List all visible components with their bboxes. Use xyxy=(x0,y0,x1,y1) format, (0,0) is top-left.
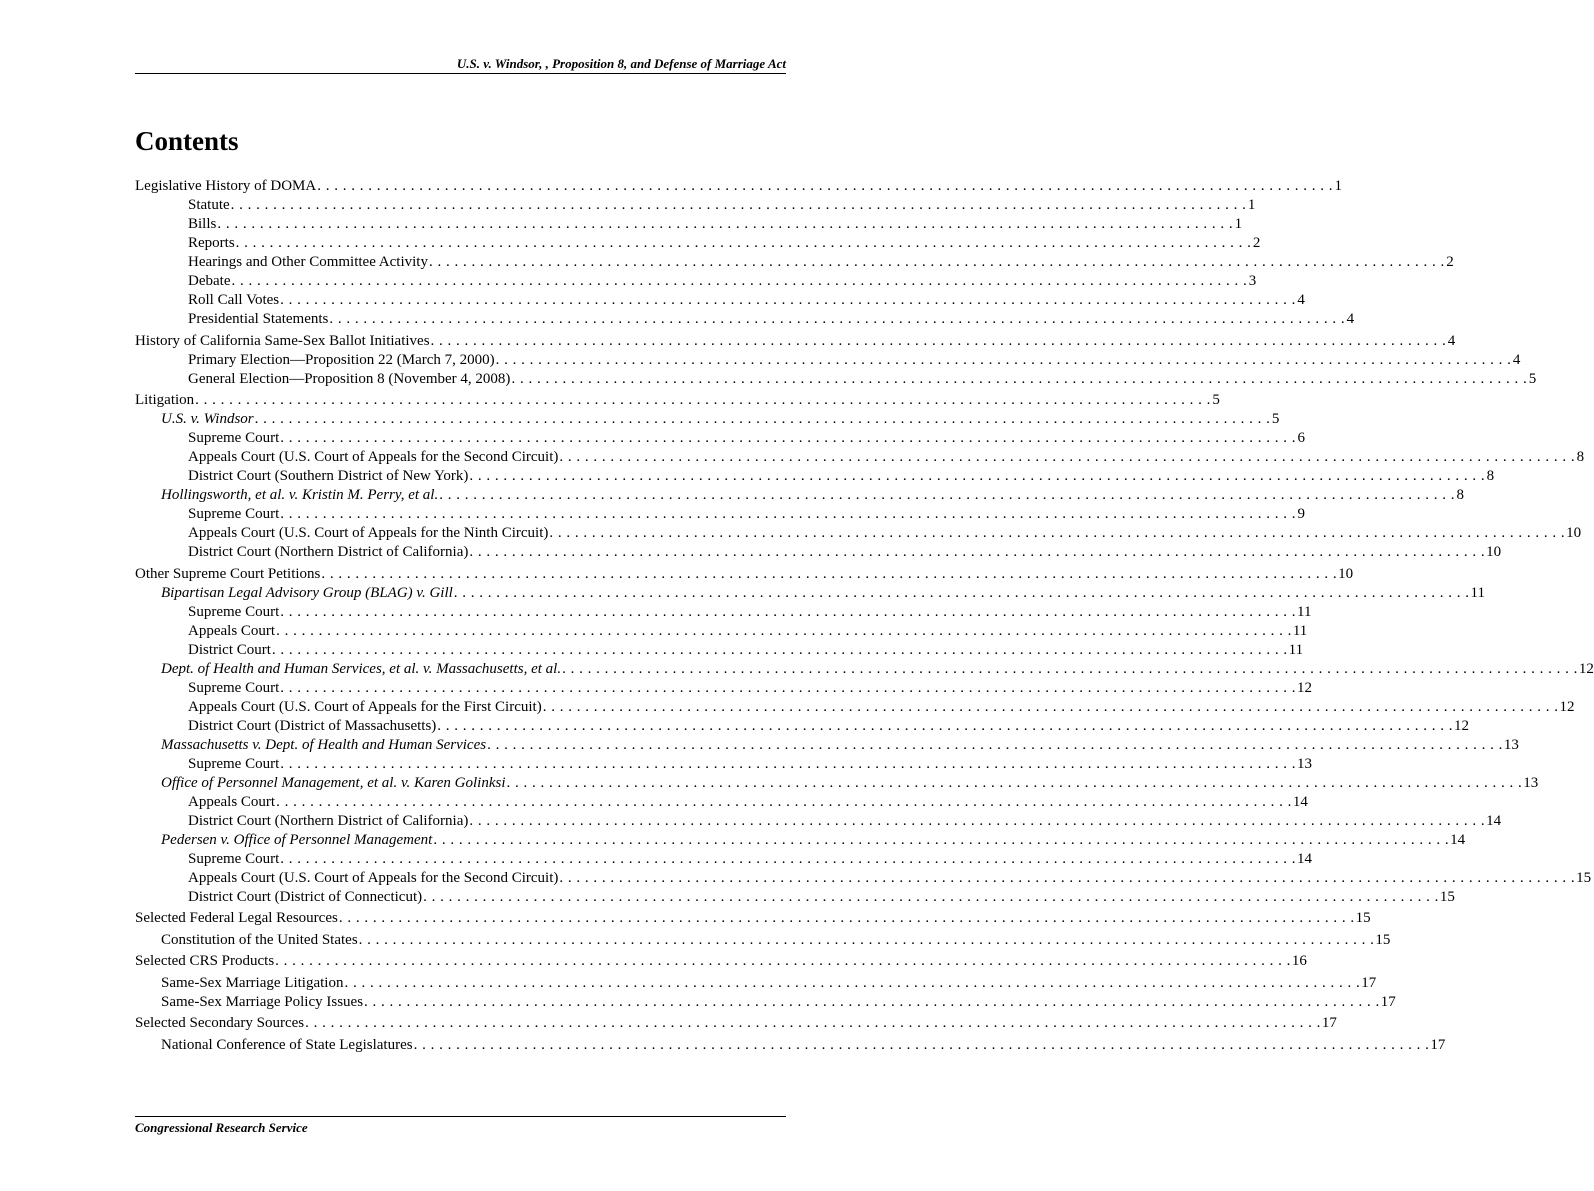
toc-leader-dots: . . . . . . . . . . . . . . . . . . . . . . . . . . . . . . . . . . . . . . . . . . . . . . . . . . . . . . . . . . . . . . . . . . . . . . . . . . . . . . . . . . . . . . . . . . . . . . . . . . . . . . . . . . . . . . . . . . . . . . . . xyxy=(506,774,1523,791)
toc-entry-page: 15 xyxy=(1576,869,1592,886)
toc-entry[interactable] xyxy=(135,774,1539,793)
toc-leader-dots: . . . . . . . . . . . . . . . . . . . . . . . . . . . . . . . . . . . . . . . . . . . . . . . . . . . . . . . . . . . . . . . . . . . . . . . . . . . . . . . . . . . . . . . . . . . . . . . . . . . . . . . . . . . . . . . . . . . . . . . . xyxy=(437,717,1454,734)
toc-entry[interactable] xyxy=(135,1036,1446,1055)
toc-leader-dots: . . . . . . . . . . . . . . . . . . . . . . . . . . . . . . . . . . . . . . . . . . . . . . . . . . . . . . . . . . . . . . . . . . . . . . . . . . . . . . . . . . . . . . . . . . . . . . . . . . . . . . . . . . . . . . . . . . . . . . . . xyxy=(230,197,1247,213)
toc-entry-page: 15 xyxy=(1439,888,1455,905)
toc-entry[interactable] xyxy=(135,660,1594,679)
toc-entry-title: District Court (District of Massachusetts) xyxy=(188,717,437,734)
toc-entry[interactable] xyxy=(135,467,1495,486)
toc-leader-dots: . . . . . . . . . . . . . . . . . . . . . . . . . . . . . . . . . . . . . . . . . . . . . . . . . . . . . . . . . . . . . . . . . . . . . . . . . . . . . . . . . . . . . . . . . . . . . . . . . . . . . . . . . . . . . . . . . . . . . . . . xyxy=(364,993,1380,1010)
toc-entry-page: 14 xyxy=(1450,831,1466,848)
toc-entry[interactable] xyxy=(135,291,1305,310)
toc-entry-title: Litigation xyxy=(135,392,195,408)
toc-entry-page: 8 xyxy=(1456,487,1464,503)
toc-entry-title: Office of Personnel Management, et al. v. Karen Golinksi xyxy=(161,774,506,791)
toc-entry[interactable] xyxy=(135,641,1304,660)
toc-entry[interactable] xyxy=(135,974,1377,993)
toc-leader-dots: . . . . . . . . . . . . . . . . . . . . . . . . . . . . . . . . . . . . . . . . . . . . . . . . . . . . . . . . . . . . . . . . . . . . . . . . . . . . . . . . . . . . . . . . . . . . . . . . . . . . . . . . . . . . . . . . . . . . . . . . xyxy=(280,603,1296,620)
toc-leader-dots: . . . . . . . . . . . . . . . . . . . . . . . . . . . . . . . . . . . . . . . . . . . . . . . . . . . . . . . . . . . . . . . . . . . . . . . . . . . . . . . . . . . . . . . . . . . . . . . . . . . . . . . . . . . . . . . . . . . . . . . . xyxy=(358,931,1375,948)
toc-entry-page: 11 xyxy=(1470,584,1485,601)
toc-leader-dots: . . . . . . . . . . . . . . . . . . . . . . . . . . . . . . . . . . . . . . . . . . . . . . . . . . . . . . . . . . . . . . . . . . . . . . . . . . . . . . . . . . . . . . . . . . . . . . . . . . . . . . . . . . . . . . . . . . . . . . . . xyxy=(495,351,1512,368)
toc-entry[interactable] xyxy=(135,698,1575,717)
toc-entry-page: 14 xyxy=(1292,793,1308,810)
footer-rule xyxy=(135,1116,786,1117)
toc-leader-dots: . . . . . . . . . . . . . . . . . . . . . . . . . . . . . . . . . . . . . . . . . . . . . . . . . . . . . . . . . . . . . . . . . . . . . . . . . . . . . . . . . . . . . . . . . . . . . . . . . . . . . . . . . . . . . . . . . . . . . . . . xyxy=(511,370,1528,387)
toc-entry-title: District Court (Southern District of New York) xyxy=(188,468,469,484)
toc-entry-page: 13 xyxy=(1503,736,1519,753)
toc-entry-page: 1 xyxy=(1247,197,1256,213)
toc-leader-dots: . . . . . . . . . . . . . . . . . . . . . . . . . . . . . . . . . . . . . . . . . . . . . . . . . . . . . . . . . . . . . . . . . . . . . . . . . . . . . . . . . . . . . . . . . . . . . . . . . . . . . . . . . . . . . . . . . . . . . . . . xyxy=(413,1036,1430,1053)
toc-entry[interactable] xyxy=(135,755,1312,774)
toc-entry-page: 12 xyxy=(1559,698,1575,715)
toc-leader-dots: . . . . . . . . . . . . . . . . . . . . . . . . . . . . . . . . . . . . . . . . . . . . . . . . . . . . . . . . . . . . . . . . . . . . . . . . . . . . . . . . . . . . . . . . . . . . . . . . . . . . . . . . . . . . . . . . . . . . . . . . xyxy=(549,525,1566,541)
toc-leader-dots: . . . . . . . . . . . . . . . . . . . . . . . . . . . . . . . . . . . . . . . . . . . . . . . . . . . . . . . . . . . . . . . . . . . . . . . . . . . . . . . . . . . . . . . . . . . . . . . . . . . . . . . . . . . . . . . . . . . . . . . . xyxy=(254,411,1271,427)
toc-leader-dots: . . . . . . . . . . . . . . . . . . . . . . . . . . . . . . . . . . . . . . . . . . . . . . . . . . . . . . . . . . . . . . . . . . . . . . . . . . . . . . . . . . . . . . . . . . . . . . . . . . . . . . . . . . . . . . . . . . . . . . . . xyxy=(423,888,1439,905)
toc-entry-page: 8 xyxy=(1576,449,1585,465)
toc-entry-title: Appeals Court (U.S. Court of Appeals for the First Circuit) xyxy=(188,698,542,715)
toc-entry-title: Supreme Court xyxy=(188,430,280,446)
toc-entry[interactable] xyxy=(135,869,1592,888)
toc-entry-page: 4 xyxy=(1346,311,1355,327)
toc-entry-page: 2 xyxy=(1446,254,1454,270)
toc-entry[interactable] xyxy=(135,993,1396,1012)
toc-entry-page: 5 xyxy=(1212,392,1220,408)
toc-leader-dots: . . . . . . . . . . . . . . . . . . . . . . . . . . . . . . . . . . . . . . . . . . . . . . . . . . . . . . . . . . . . . . . . . . . . . . . . . . . . . . . . . . . . . . . . . . . . . . . . . . . . . . . . . . . . . . . . . . . . . . . . xyxy=(428,254,1445,270)
toc-entry-title: Debate xyxy=(188,273,231,289)
toc-entry-title: Dept. of Health and Human Services, et al. v. Massachusetts, et al. xyxy=(161,660,562,677)
toc-entry-title: History of California Same-Sex Ballot Initiatives xyxy=(135,332,430,349)
toc-entry-page: 12 xyxy=(1297,679,1312,696)
toc-entry[interactable] xyxy=(135,524,1582,543)
toc-entry[interactable] xyxy=(135,272,1257,291)
toc-entry-page: 11 xyxy=(1292,622,1308,639)
toc-entry[interactable] xyxy=(135,310,1355,329)
toc-entry-page: 8 xyxy=(1486,468,1495,484)
running-header: U.S. v. Windsor, , Proposition 8, and Defense of Marriage Act xyxy=(456,56,786,71)
toc-leader-dots: . . . . . . . . . . . . . . . . . . . . . . . . . . . . . . . . . . . . . . . . . . . . . . . . . . . . . . . . . . . . . . . . . . . . . . . . . . . . . . . . . . . . . . . . . . . . . . . . . . . . . . . . . . . . . . . . . . . . . . . . xyxy=(559,869,1576,886)
toc-entry-title: Statute xyxy=(188,197,230,213)
toc-leader-dots: . . . . . . . . . . . . . . . . . . . . . . . . . . . . . . . . . . . . . . . . . . . . . . . . . . . . . . . . . . . . . . . . . . . . . . . . . . . . . . . . . . . . . . . . . . . . . . . . . . . . . . . . . . . . . . . . . . . . . . . . xyxy=(276,622,1292,639)
toc-entry[interactable] xyxy=(135,429,1305,448)
toc-leader-dots: . . . . . . . . . . . . . . . . . . . . . . . . . . . . . . . . . . . . . . . . . . . . . . . . . . . . . . . . . . . . . . . . . . . . . . . . . . . . . . . . . . . . . . . . . . . . . . . . . . . . . . . . . . . . . . . . . . . . . . . . xyxy=(276,793,1292,810)
toc-entry[interactable] xyxy=(135,622,1308,641)
toc-entry[interactable] xyxy=(135,584,1485,603)
toc-entry-title: Primary Election—Proposition 22 (March 7, 2000) xyxy=(188,351,495,368)
toc-leader-dots: . . . . . . . . . . . . . . . . . . . . . . . . . . . . . . . . . . . . . . . . . . . . . . . . . . . . . . . . . . . . . . . . . . . . . . . . . . . . . . . . . . . . . . . . . . . . . . . . . . . . . . . . . . . . . . . . . . . . . . . . xyxy=(469,544,1486,560)
toc-entry-page: 11 xyxy=(1297,603,1312,620)
toc-entry[interactable] xyxy=(135,909,1371,928)
toc-entry-page: 11 xyxy=(1288,641,1304,658)
toc-leader-dots: . . . . . . . . . . . . . . . . . . . . . . . . . . . . . . . . . . . . . . . . . . . . . . . . . . . . . . . . . . . . . . . . . . . . . . . . . . . . . . . . . . . . . . . . . . . . . . . . . . . . . . . . . . . . . . . . . . . . . . . . xyxy=(217,216,1234,232)
toc-entry-title: Supreme Court xyxy=(188,679,280,696)
toc-entry-title: Roll Call Votes xyxy=(188,292,280,308)
toc-entry[interactable] xyxy=(135,565,1354,584)
toc-entry[interactable] xyxy=(135,952,1307,971)
toc-leader-dots: . . . . . . . . . . . . . . . . . . . . . . . . . . . . . . . . . . . . . . . . . . . . . . . . . . . . . . . . . . . . . . . . . . . . . . . . . . . . . . . . . . . . . . . . . . . . . . . . . . . . . . . . . . . . . . . . . . . . . . . . xyxy=(469,812,1486,829)
toc-entry-page: 10 xyxy=(1566,525,1582,541)
toc-entry[interactable] xyxy=(135,1014,1337,1033)
toc-entry-title: General Election—Proposition 8 (November 4, 2008) xyxy=(188,370,511,387)
toc-entry-title: Same-Sex Marriage Litigation xyxy=(161,974,344,991)
toc-entry-title: Supreme Court xyxy=(188,506,280,522)
toc-entry-title: District Court (District of Connecticut) xyxy=(188,888,423,905)
toc-entry-title: Pedersen v. Office of Personnel Management xyxy=(161,831,433,848)
toc-leader-dots: . . . . . . . . . . . . . . . . . . . . . . . . . . . . . . . . . . . . . . . . . . . . . . . . . . . . . . . . . . . . . . . . . . . . . . . . . . . . . . . . . . . . . . . . . . . . . . . . . . . . . . . . . . . . . . . . . . . . . . . . xyxy=(439,487,1455,503)
toc-leader-dots: . . . . . . . . . . . . . . . . . . . . . . . . . . . . . . . . . . . . . . . . . . . . . . . . . . . . . . . . . . . . . . . . . . . . . . . . . . . . . . . . . . . . . . . . . . . . . . . . . . . . . . . . . . . . . . . . . . . . . . . . xyxy=(280,430,1296,446)
toc-entry-page: 5 xyxy=(1271,411,1280,427)
toc-leader-dots: . . . . . . . . . . . . . . . . . . . . . . . . . . . . . . . . . . . . . . . . . . . . . . . . . . . . . . . . . . . . . . . . . . . . . . . . . . . . . . . . . . . . . . . . . . . . . . . . . . . . . . . . . . . . . . . . . . . . . . . . xyxy=(280,850,1296,867)
toc-entry-page: 17 xyxy=(1361,974,1377,991)
toc-entry-page: 1 xyxy=(1234,216,1243,232)
toc-leader-dots: . . . . . . . . . . . . . . . . . . . . . . . . . . . . . . . . . . . . . . . . . . . . . . . . . . . . . . . . . . . . . . . . . . . . . . . . . . . . . . . . . . . . . . . . . . . . . . . . . . . . . . . . . . . . . . . . . . . . . . . . xyxy=(559,449,1576,465)
toc-entry[interactable] xyxy=(135,850,1312,869)
toc-entry-title: Appeals Court xyxy=(188,622,276,639)
toc-entry-page: 13 xyxy=(1523,774,1539,791)
toc-leader-dots: . . . . . . . . . . . . . . . . . . . . . . . . . . . . . . . . . . . . . . . . . . . . . . . . . . . . . . . . . . . . . . . . . . . . . . . . . . . . . . . . . . . . . . . . . . . . . . . . . . . . . . . . . . . . . . . . . . . . . . . . xyxy=(280,506,1296,522)
toc-entry-page: 17 xyxy=(1430,1036,1446,1053)
toc-entry-title: Same-Sex Marriage Policy Issues xyxy=(161,993,364,1010)
toc-entry-title: District Court (Northern District of California) xyxy=(188,544,469,560)
toc-entry[interactable] xyxy=(135,603,1312,622)
toc-entry[interactable] xyxy=(135,391,1220,410)
toc-leader-dots: . . . . . . . . . . . . . . . . . . . . . . . . . . . . . . . . . . . . . . . . . . . . . . . . . . . . . . . . . . . . . . . . . . . . . . . . . . . . . . . . . . . . . . . . . . . . . . . . . . . . . . . . . . . . . . . . . . . . . . . . xyxy=(280,755,1296,772)
toc-entry-page: 12 xyxy=(1578,660,1594,677)
toc-entry[interactable] xyxy=(135,812,1502,831)
toc-entry[interactable] xyxy=(135,505,1305,524)
toc-entry-page: 2 xyxy=(1252,235,1261,251)
toc-entry[interactable] xyxy=(135,831,1466,850)
toc-entry-title: National Conference of State Legislatures xyxy=(161,1036,413,1053)
toc-entry-page: 10 xyxy=(1338,565,1354,582)
toc-leader-dots: . . . . . . . . . . . . . . . . . . . . . . . . . . . . . . . . . . . . . . . . . . . . . . . . . . . . . . . . . . . . . . . . . . . . . . . . . . . . . . . . . . . . . . . . . . . . . . . . . . . . . . . . . . . . . . . . . . . . . . . . xyxy=(275,953,1291,969)
toc-leader-dots: . . . . . . . . . . . . . . . . . . . . . . . . . . . . . . . . . . . . . . . . . . . . . . . . . . . . . . . . . . . . . . . . . . . . . . . . . . . . . . . . . . . . . . . . . . . . . . . . . . . . . . . . . . . . . . . . . . . . . . . . xyxy=(562,660,1578,677)
toc-entry-title: Presidential Statements xyxy=(188,311,329,327)
toc-entry-page: 17 xyxy=(1321,1015,1337,1031)
toc-entry-page: 6 xyxy=(1297,430,1305,446)
toc-entry[interactable] xyxy=(135,736,1519,755)
toc-entry-title: Appeals Court (U.S. Court of Appeals for the Ninth Circuit) xyxy=(188,525,549,541)
toc-entry-title: Supreme Court xyxy=(188,603,280,620)
toc-entry-title: Hollingsworth, et al. v. Kristin M. Perry, et al. xyxy=(161,487,439,503)
toc-entry-page: 14 xyxy=(1297,850,1312,867)
toc-entry-title: Constitution of the United States xyxy=(161,931,358,948)
toc-entry[interactable] xyxy=(135,177,1342,196)
toc-leader-dots: . . . . . . . . . . . . . . . . . . . . . . . . . . . . . . . . . . . . . . . . . . . . . . . . . . . . . . . . . . . . . . . . . . . . . . . . . . . . . . . . . . . . . . . . . . . . . . . . . . . . . . . . . . . . . . . . . . . . . . . . xyxy=(305,1015,1321,1031)
toc-leader-dots: . . . . . . . . . . . . . . . . . . . . . . . . . . . . . . . . . . . . . . . . . . . . . . . . . . . . . . . . . . . . . . . . . . . . . . . . . . . . . . . . . . . . . . . . . . . . . . . . . . . . . . . . . . . . . . . . . . . . . . . . xyxy=(430,332,1447,349)
page-title: Contents xyxy=(135,126,239,156)
toc-entry[interactable] xyxy=(135,351,1521,370)
toc-entry-page: 13 xyxy=(1297,755,1312,772)
toc-entry-page: 1 xyxy=(1334,178,1342,194)
toc-entry-page: 17 xyxy=(1380,993,1396,1010)
toc-entry[interactable] xyxy=(135,486,1464,505)
toc-leader-dots: . . . . . . . . . . . . . . . . . . . . . . . . . . . . . . . . . . . . . . . . . . . . . . . . . . . . . . . . . . . . . . . . . . . . . . . . . . . . . . . . . . . . . . . . . . . . . . . . . . . . . . . . . . . . . . . . . . . . . . . . xyxy=(487,736,1503,753)
toc-entry[interactable] xyxy=(135,370,1537,389)
toc-entry-page: 3 xyxy=(1248,273,1257,289)
toc-entry[interactable] xyxy=(135,234,1261,253)
toc-entry[interactable] xyxy=(135,332,1456,351)
toc-leader-dots: . . . . . . . . . . . . . . . . . . . . . . . . . . . . . . . . . . . . . . . . . . . . . . . . . . . . . . . . . . . . . . . . . . . . . . . . . . . . . . . . . . . . . . . . . . . . . . . . . . . . . . . . . . . . . . . . . . . . . . . . xyxy=(542,698,1559,715)
toc-entry-title: District Court xyxy=(188,641,271,658)
toc-entry-title: Supreme Court xyxy=(188,755,280,772)
toc-leader-dots: . . . . . . . . . . . . . . . . . . . . . . . . . . . . . . . . . . . . . . . . . . . . . . . . . . . . . . . . . . . . . . . . . . . . . . . . . . . . . . . . . . . . . . . . . . . . . . . . . . . . . . . . . . . . . . . . . . . . . . . . xyxy=(235,235,1252,251)
toc-entry-title: Massachusetts v. Dept. of Health and Human Services xyxy=(161,736,487,753)
toc-leader-dots: . . . . . . . . . . . . . . . . . . . . . . . . . . . . . . . . . . . . . . . . . . . . . . . . . . . . . . . . . . . . . . . . . . . . . . . . . . . . . . . . . . . . . . . . . . . . . . . . . . . . . . . . . . . . . . . . . . . . . . . . xyxy=(271,641,1288,658)
toc-entry[interactable] xyxy=(135,448,1585,467)
toc-entry-page: 5 xyxy=(1528,370,1537,387)
toc-entry-page: 9 xyxy=(1297,506,1305,522)
toc-entry-title: Bills xyxy=(188,216,217,232)
toc-entry-title: Supreme Court xyxy=(188,850,280,867)
toc-entry[interactable] xyxy=(135,793,1308,812)
toc-entry-title: Selected Secondary Sources xyxy=(135,1015,305,1031)
toc-entry-title: Legislative History of DOMA xyxy=(135,178,317,194)
toc-entry[interactable] xyxy=(135,253,1454,272)
toc-entry[interactable] xyxy=(135,215,1243,234)
table-of-contents xyxy=(135,177,1594,1055)
toc-leader-dots: . . . . . . . . . . . . . . . . . . . . . . . . . . . . . . . . . . . . . . . . . . . . . . . . . . . . . . . . . . . . . . . . . . . . . . . . . . . . . . . . . . . . . . . . . . . . . . . . . . . . . . . . . . . . . . . . . . . . . . . . xyxy=(469,468,1486,484)
toc-entry[interactable] xyxy=(135,410,1280,429)
toc-entry-title: Selected Federal Legal Resources xyxy=(135,910,338,926)
toc-entry-title: Selected CRS Products xyxy=(135,953,275,969)
toc-entry-page: 10 xyxy=(1486,544,1502,560)
header-rule xyxy=(135,73,786,74)
toc-entry-page: 15 xyxy=(1375,931,1391,948)
toc-leader-dots: . . . . . . . . . . . . . . . . . . . . . . . . . . . . . . . . . . . . . . . . . . . . . . . . . . . . . . . . . . . . . . . . . . . . . . . . . . . . . . . . . . . . . . . . . . . . . . . . . . . . . . . . . . . . . . . . . . . . . . . . xyxy=(195,392,1211,408)
toc-entry-title: Appeals Court (U.S. Court of Appeals for the Second Circuit) xyxy=(188,869,559,886)
toc-leader-dots: . . . . . . . . . . . . . . . . . . . . . . . . . . . . . . . . . . . . . . . . . . . . . . . . . . . . . . . . . . . . . . . . . . . . . . . . . . . . . . . . . . . . . . . . . . . . . . . . . . . . . . . . . . . . . . . . . . . . . . . . xyxy=(338,910,1355,926)
toc-leader-dots: . . . . . . . . . . . . . . . . . . . . . . . . . . . . . . . . . . . . . . . . . . . . . . . . . . . . . . . . . . . . . . . . . . . . . . . . . . . . . . . . . . . . . . . . . . . . . . . . . . . . . . . . . . . . . . . . . . . . . . . . xyxy=(321,565,1338,582)
running-footer: Congressional Research Service xyxy=(135,1120,308,1135)
toc-entry-title: Hearings and Other Committee Activity xyxy=(188,254,428,270)
toc-entry-page: 15 xyxy=(1355,910,1371,926)
toc-entry-title: District Court (Northern District of California) xyxy=(188,812,469,829)
toc-entry-title: Appeals Court xyxy=(188,793,276,810)
toc-leader-dots: . . . . . . . . . . . . . . . . . . . . . . . . . . . . . . . . . . . . . . . . . . . . . . . . . . . . . . . . . . . . . . . . . . . . . . . . . . . . . . . . . . . . . . . . . . . . . . . . . . . . . . . . . . . . . . . . . . . . . . . . xyxy=(329,311,1346,327)
toc-leader-dots: . . . . . . . . . . . . . . . . . . . . . . . . . . . . . . . . . . . . . . . . . . . . . . . . . . . . . . . . . . . . . . . . . . . . . . . . . . . . . . . . . . . . . . . . . . . . . . . . . . . . . . . . . . . . . . . . . . . . . . . . xyxy=(317,178,1333,194)
toc-entry[interactable] xyxy=(135,931,1391,950)
toc-entry-page: 4 xyxy=(1297,292,1305,308)
toc-entry-page: 4 xyxy=(1512,351,1521,368)
toc-entry-title: U.S. v. Windsor xyxy=(161,411,254,427)
toc-entry[interactable] xyxy=(135,543,1502,562)
toc-leader-dots: . . . . . . . . . . . . . . . . . . . . . . . . . . . . . . . . . . . . . . . . . . . . . . . . . . . . . . . . . . . . . . . . . . . . . . . . . . . . . . . . . . . . . . . . . . . . . . . . . . . . . . . . . . . . . . . . . . . . . . . . xyxy=(453,584,1470,601)
toc-entry[interactable] xyxy=(135,196,1256,215)
toc-entry-title: Reports xyxy=(188,235,235,251)
toc-entry-title: Bipartisan Legal Advisory Group (BLAG) v. Gill xyxy=(161,584,453,601)
toc-leader-dots: . . . . . . . . . . . . . . . . . . . . . . . . . . . . . . . . . . . . . . . . . . . . . . . . . . . . . . . . . . . . . . . . . . . . . . . . . . . . . . . . . . . . . . . . . . . . . . . . . . . . . . . . . . . . . . . . . . . . . . . . xyxy=(280,292,1296,308)
toc-entry-title: Appeals Court (U.S. Court of Appeals for the Second Circuit) xyxy=(188,449,559,465)
toc-leader-dots: . . . . . . . . . . . . . . . . . . . . . . . . . . . . . . . . . . . . . . . . . . . . . . . . . . . . . . . . . . . . . . . . . . . . . . . . . . . . . . . . . . . . . . . . . . . . . . . . . . . . . . . . . . . . . . . . . . . . . . . . xyxy=(280,679,1296,696)
toc-entry[interactable] xyxy=(135,679,1312,698)
toc-entry-title: Other Supreme Court Petitions xyxy=(135,565,321,582)
toc-leader-dots: . . . . . . . . . . . . . . . . . . . . . . . . . . . . . . . . . . . . . . . . . . . . . . . . . . . . . . . . . . . . . . . . . . . . . . . . . . . . . . . . . . . . . . . . . . . . . . . . . . . . . . . . . . . . . . . . . . . . . . . . xyxy=(344,974,1361,991)
toc-entry-page: 16 xyxy=(1291,953,1307,969)
toc-entry-page: 12 xyxy=(1454,717,1470,734)
toc-entry[interactable] xyxy=(135,717,1470,736)
toc-entry-page: 4 xyxy=(1447,332,1456,349)
toc-entry-page: 14 xyxy=(1486,812,1502,829)
toc-leader-dots: . . . . . . . . . . . . . . . . . . . . . . . . . . . . . . . . . . . . . . . . . . . . . . . . . . . . . . . . . . . . . . . . . . . . . . . . . . . . . . . . . . . . . . . . . . . . . . . . . . . . . . . . . . . . . . . . . . . . . . . . xyxy=(231,273,1248,289)
toc-leader-dots: . . . . . . . . . . . . . . . . . . . . . . . . . . . . . . . . . . . . . . . . . . . . . . . . . . . . . . . . . . . . . . . . . . . . . . . . . . . . . . . . . . . . . . . . . . . . . . . . . . . . . . . . . . . . . . . . . . . . . . . . xyxy=(433,831,1450,848)
toc-entry[interactable] xyxy=(135,888,1455,907)
